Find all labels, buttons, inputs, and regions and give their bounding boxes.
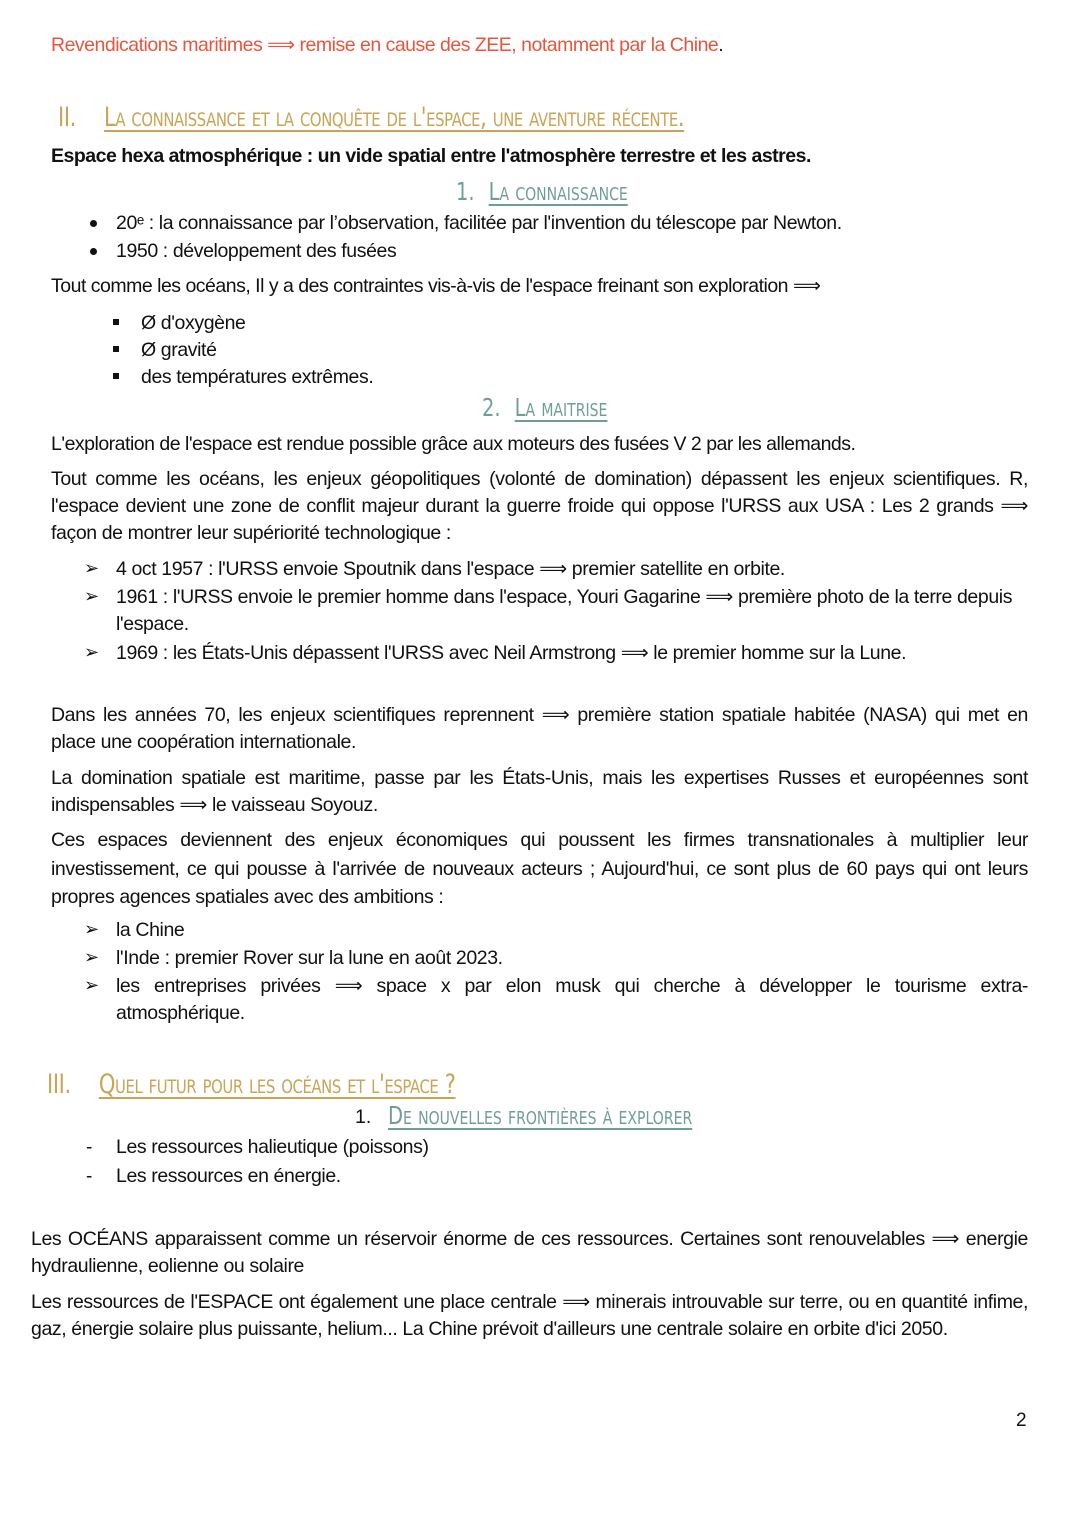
arrow-bullet-icon: ➢ [84,975,100,995]
subsection-2-2-number: 2. [482,393,501,422]
arrow-bullet-icon: ➢ [84,947,100,967]
arrow-bullet-icon: ➢ [84,586,100,606]
subsection-2-2-heading [482,393,607,422]
list-item: Ø d'oxygène [141,312,246,334]
section-3-heading [47,1069,456,1100]
dash-bullet-icon: - [86,1166,93,1187]
subsection-3-1-heading [388,1101,692,1130]
list-item: les entreprises privées ⟹ space x par elon musk qui cherche à développer le tourisme extra-atmosphérique. [116,975,1028,1024]
arrow-bullet-icon: ➢ [84,919,100,939]
list-item: Les ressources halieutique (poissons) [116,1136,429,1158]
paragraph: Les OCÉANS apparaissent comme un réservoir énorme de ces ressources. Certaines sont renouvelables ⟹ energie hydraulienne, eolienne ou solaire [31,1228,1028,1277]
intro-period: . [718,34,724,56]
arrow-bullet-icon: ➢ [84,558,100,578]
section-2-definition: Espace hexa atmosphérique : un vide spatial entre l'atmosphère terrestre et les astres. [51,145,811,167]
section-2-heading [58,102,684,133]
dash-bullet-icon: - [86,1137,93,1158]
constraints-intro: Tout comme les océans, Il y a des contraintes vis-à-vis de l'espace freinant son exploration ⟹ [51,275,821,297]
subsection-3-1-title: De nouvelles frontières à explorer [388,1101,693,1130]
list-item: Ø gravité [141,339,217,361]
section-3-title: Quel futur pour les océans et l'espace ? [98,1069,456,1100]
bullet-square-icon [113,373,119,379]
page-number: 2 [1016,1410,1027,1431]
subsection-2-2-title: La maitrise [514,393,608,422]
list-item: l'Inde : premier Rover sur la lune en août 2023. [116,947,503,969]
list-item: la Chine [116,919,185,941]
list-item: 20ᵉ : la connaissance par l’observation, facilitée par l'invention du télescope par Newton. [116,212,842,234]
paragraph: L'exploration de l'espace est rendue possible grâce aux moteurs des fusées V 2 par les allemands. [51,433,856,455]
section-2-number: II. [58,102,76,133]
subsection-2-1-number: 1. [456,177,475,206]
intro-red-text: Revendications maritimes ⟹ remise en cause des ZEE, notamment par la Chine [51,34,719,56]
list-item: 4 oct 1957 : l'URSS envoie Spoutnik dans l'espace ⟹ premier satellite en orbite. [116,558,785,580]
paragraph: Ces espaces deviennent des enjeux économiques qui poussent les firmes transnationales à multiplier leur investissement, ce qui pousse à l'arrivée de nouveaux acteurs ; Aujourd'hui, ce sont plus de 60 pays qui ont leurs propres agences spatiales avec des ambitions : [51,829,1028,908]
list-item: 1950 : développement des fusées [116,240,397,262]
paragraph: Les ressources de l'ESPACE ont également une place centrale ⟹ minerais introuvable sur terre, ou en quantité infime, gaz, énergie solaire plus puissante, helium... La Chine prévoit d'ailleurs une centrale solaire en orbite d'ici 2050. [31,1291,1028,1340]
bullet-square-icon [113,319,119,325]
subsection-2-1-heading [456,177,628,206]
paragraph: La domination spatiale est maritime, passe par les États-Unis, mais les expertises Russes et européennes sont indispensables ⟹ le vaisseau Soyouz. [51,767,1028,816]
bullet-square-icon [113,346,119,352]
arrow-bullet-icon: ➢ [84,642,100,662]
list-item: 1961 : l'URSS envoie le premier homme dans l'espace, Youri Gagarine ⟹ première photo de la terre depuis l'espace. [116,586,1013,635]
subsection-2-1-title: La connaissance [488,177,628,206]
section-3-number: III. [47,1069,71,1100]
subsection-3-1-number: 1. [355,1106,372,1128]
section-2-title: La connaissance et la conquête de l'espace, une aventure récente. [104,102,685,133]
bullet-dot-icon [90,248,97,255]
list-item: 1969 : les États-Unis dépassent l'URSS avec Neil Armstrong ⟹ le premier homme sur la Lune. [116,642,907,664]
intro-line [51,32,723,59]
paragraph: Dans les années 70, les enjeux scientifiques reprennent ⟹ première station spatiale habitée (NASA) qui met en place une coopération internationale. [51,704,1028,753]
paragraph: Tout comme les océans, les enjeux géopolitiques (volonté de domination) dépassent les enjeux scientifiques. R, l'espace devient une zone de conflit majeur durant la guerre froide qui oppose l'URSS aux USA : Les 2 grands ⟹ façon de montrer leur supériorité technologique : [51,468,1028,544]
list-item: Les ressources en énergie. [116,1165,341,1187]
list-item: des températures extrêmes. [141,366,374,388]
bullet-dot-icon [90,220,97,227]
